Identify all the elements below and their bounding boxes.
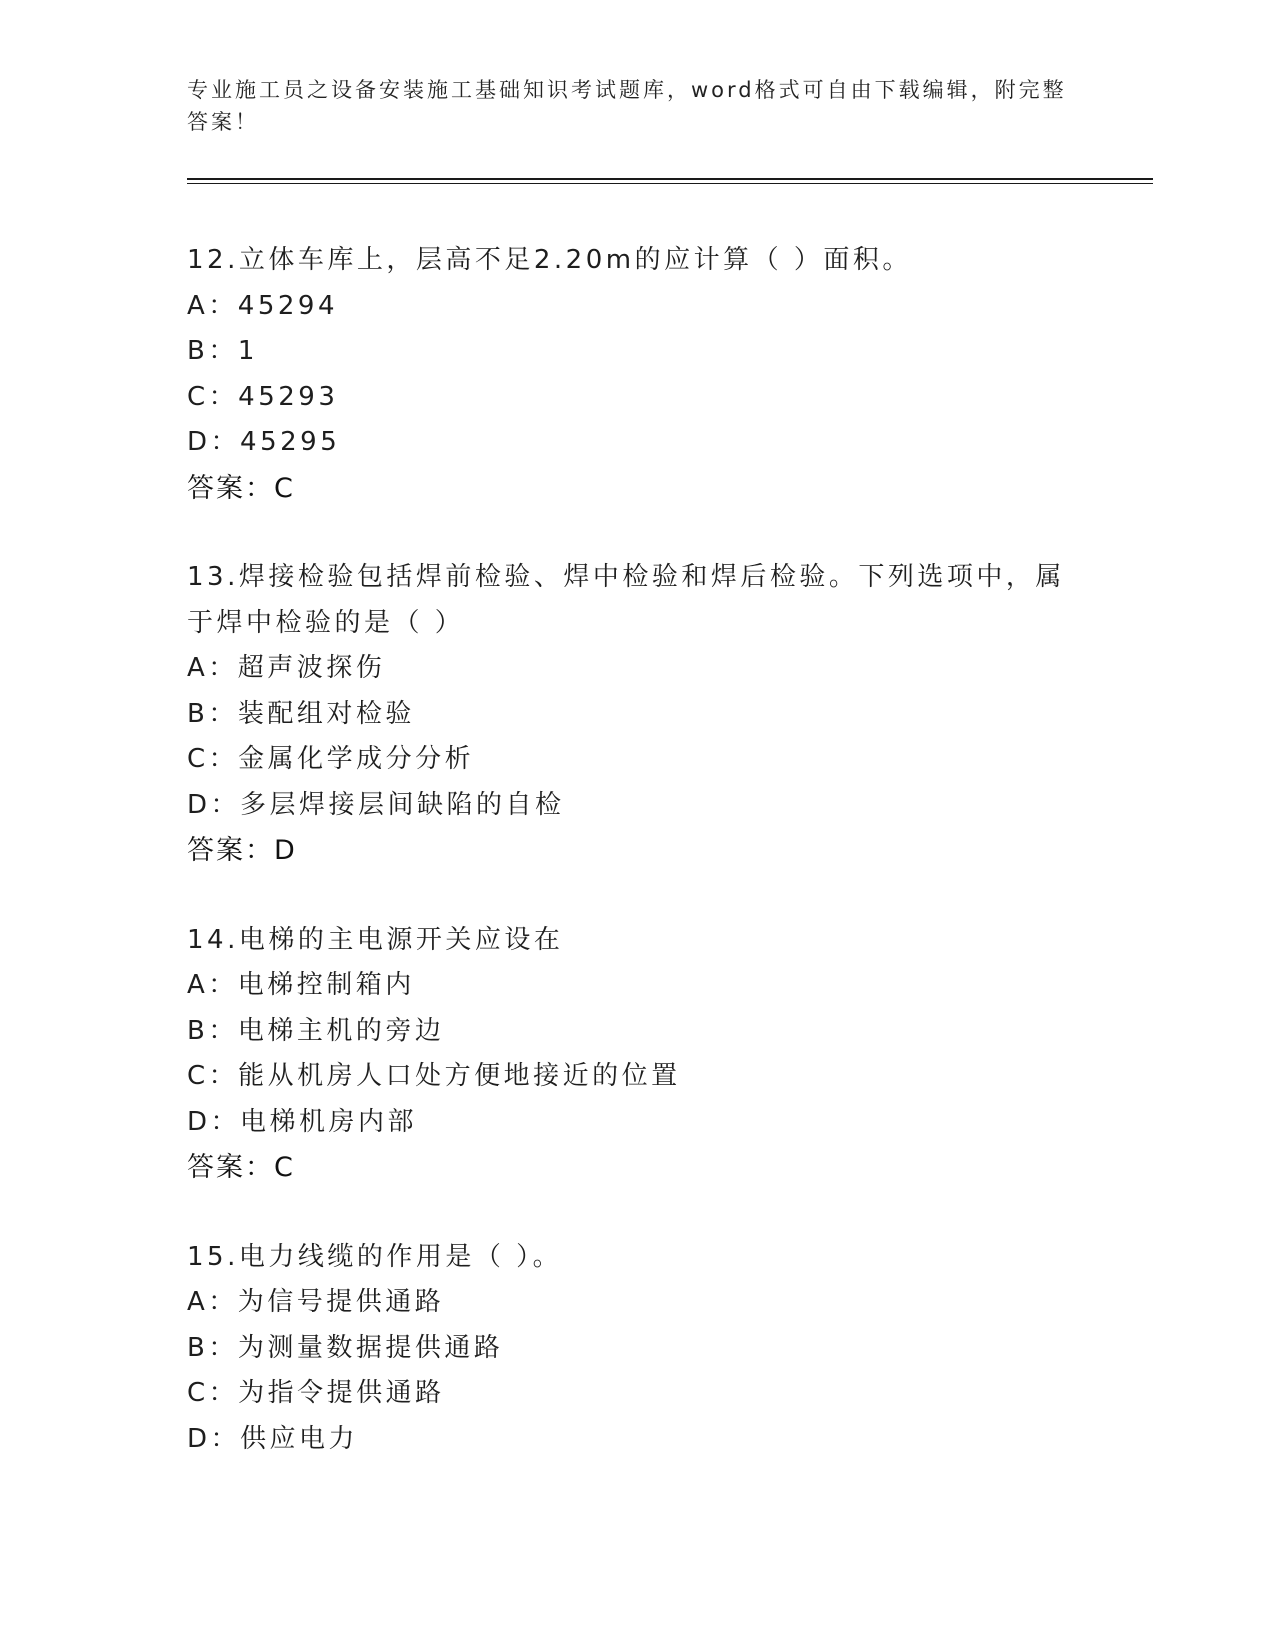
option-b [187, 1326, 1087, 1372]
option-letter: A： [187, 970, 238, 1000]
option-d [187, 1100, 1087, 1146]
question-stem: 15.电力线缆的作用是（ ）。 [187, 1241, 563, 1272]
option-letter: C： [187, 1378, 239, 1408]
option-letter: B： [187, 698, 238, 729]
answer-label: 答案：C [187, 472, 295, 504]
option-text: 供应电力 [240, 1423, 359, 1454]
question-stem: 12.立体车库上，层高不足2.20m的应计算（ ）面积。 [187, 245, 912, 275]
option-text: 金属化学成分分析 [238, 744, 475, 774]
option-letter: B： [187, 1332, 238, 1363]
option-c [187, 1371, 1087, 1417]
option-text: 超声波探伤 [237, 653, 386, 683]
option-text: 电梯主机的旁边 [237, 1015, 445, 1046]
option-text: 为信号提供通路 [237, 1287, 445, 1317]
option-c [187, 737, 1087, 783]
option-a [187, 646, 1087, 692]
option-letter: C： [187, 744, 239, 774]
option-c [187, 1054, 1087, 1100]
option-letter: A： [187, 1287, 238, 1317]
option-letter: A： [187, 653, 238, 683]
option-text: 装配组对检验 [237, 698, 415, 729]
document-header: 专业施工员之设备安装施工基础知识考试题库，word格式可自由下载编辑，附完整答案！ [187, 78, 1067, 134]
option-d [187, 1417, 1087, 1463]
question-stem: 14.电梯的主电源开关应设在 [187, 924, 564, 955]
option-text: 1 [237, 336, 258, 366]
question-15 [187, 1235, 1087, 1463]
question-stem: 13.焊接检验包括焊前检验、焊中检验和焊后检验。下列选项中，属于焊中检验的是（ ） [187, 562, 1065, 638]
option-text: 电梯机房内部 [240, 1106, 418, 1137]
question-13 [187, 555, 1087, 874]
option-a [187, 284, 1087, 330]
option-text: 电梯控制箱内 [237, 970, 415, 1000]
header-rule-thin [187, 183, 1153, 184]
option-letter: B： [187, 336, 238, 366]
answer-label: 答案：D [187, 835, 297, 866]
question-12 [187, 238, 1087, 511]
option-b [187, 329, 1087, 375]
option-c [187, 375, 1087, 421]
option-d [187, 783, 1087, 829]
option-text: 多层焊接层间缺陷的自检 [240, 789, 565, 820]
option-letter: D： [187, 1423, 241, 1454]
option-letter: C： [187, 1061, 239, 1091]
option-text: 45294 [237, 290, 339, 321]
option-letter: C： [187, 381, 239, 412]
answer-label: 答案：C [187, 1152, 295, 1183]
header-rule-thick [187, 178, 1153, 180]
option-d [187, 420, 1087, 466]
option-text: 为测量数据提供通路 [237, 1332, 504, 1363]
option-letter: A： [187, 290, 238, 321]
option-a [187, 1280, 1087, 1326]
option-a [187, 963, 1087, 1009]
option-text: 45295 [240, 427, 341, 457]
option-b [187, 1009, 1087, 1055]
question-14 [187, 918, 1087, 1191]
option-letter: D： [187, 427, 241, 457]
option-text: 45293 [238, 381, 339, 412]
option-b [187, 692, 1087, 738]
option-text: 能从机房人口处方便地接近的位置 [238, 1061, 681, 1091]
option-letter: D： [187, 789, 241, 820]
question-list [187, 238, 1087, 1506]
option-letter: B： [187, 1015, 238, 1046]
option-letter: D： [187, 1106, 241, 1137]
option-text: 为指令提供通路 [238, 1378, 445, 1408]
